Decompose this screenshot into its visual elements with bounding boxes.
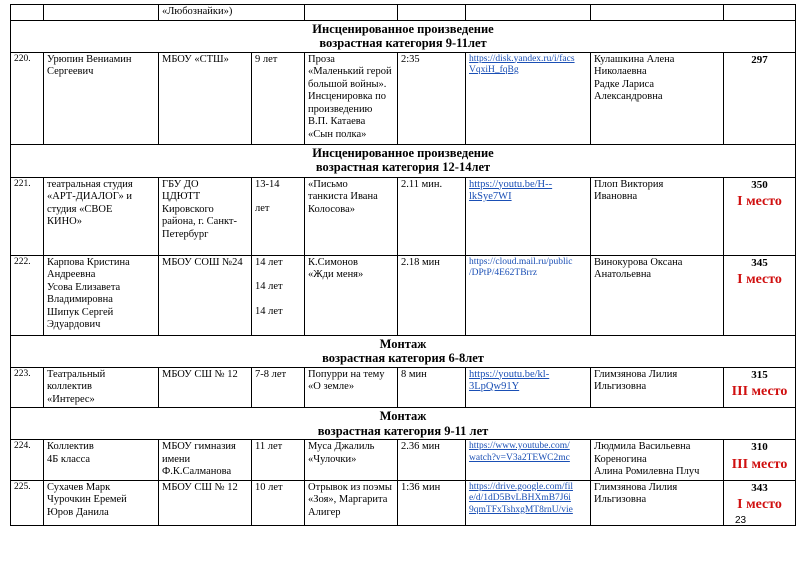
place-award: I место xyxy=(737,497,782,512)
duration: 2.36 мин xyxy=(398,440,466,481)
text-line: Александровна xyxy=(594,91,663,102)
participant-age xyxy=(252,440,305,481)
teacher-name xyxy=(591,255,724,335)
text-line: района, г. Санкт- xyxy=(162,216,238,227)
organization xyxy=(159,52,252,144)
text-line: Сухачев Марк xyxy=(47,481,111,493)
text-line: Алина Ромилевна Плуч xyxy=(594,466,700,477)
text-line: 4Б класса xyxy=(47,453,91,465)
text-line: театральная студия xyxy=(47,178,133,190)
score-value: 310 xyxy=(751,441,768,453)
text-line: Муса Джалиль xyxy=(308,441,375,452)
age-line: 11 лет xyxy=(255,441,283,452)
text-line: В.П. Катаева xyxy=(308,116,366,127)
text-line: VqxiH_fqBg xyxy=(469,65,519,75)
participant-age xyxy=(252,367,305,408)
text-line: «Маленький герой xyxy=(308,66,392,77)
score-cell xyxy=(724,367,796,408)
organization xyxy=(159,367,252,408)
participant-age xyxy=(252,177,305,255)
text-line: https://drive.google.com/fil xyxy=(469,481,573,492)
text-line: https://disk.yandex.ru/i/facs xyxy=(469,53,575,64)
table-row xyxy=(11,52,796,144)
place-award: I место xyxy=(737,272,782,287)
text-line: МБОУ гимназия xyxy=(162,441,236,452)
duration: 1:36 мин xyxy=(398,480,466,525)
text-line: Плоп Виктория xyxy=(594,178,664,190)
text-line: имени xyxy=(162,453,191,465)
participant-name xyxy=(44,52,159,144)
duration: 8 мин xyxy=(398,367,466,408)
text-line: произведению xyxy=(308,103,373,115)
text-line: Ильгизовна xyxy=(594,494,647,505)
text-line: Коллектив xyxy=(47,441,94,452)
text-line: Шипук Сергей xyxy=(47,306,114,318)
participant-name xyxy=(44,367,159,408)
text-line: Андреевна xyxy=(47,269,96,280)
text-line: Глимзянова Лилия xyxy=(594,481,678,493)
row-number: 225. xyxy=(11,480,44,525)
text-line: Радке Лариса xyxy=(594,78,655,90)
text-line: «АРТ-ДИАЛОГ» и xyxy=(47,191,133,202)
table-row xyxy=(11,177,796,255)
place-award: III место xyxy=(731,384,788,399)
text-line: танкиста Ивана xyxy=(308,191,378,202)
text-line: «Письмо xyxy=(308,178,348,190)
text-line: Чурочкин Еремей xyxy=(47,494,127,505)
continued-text: «Любознайки») xyxy=(159,5,305,21)
work-title xyxy=(305,367,398,408)
text-line: 3LpQw91Y xyxy=(469,381,520,392)
duration: 2.18 мин xyxy=(398,255,466,335)
text-line: ГБУ ДО xyxy=(162,178,199,190)
text-line: Винокурова Оксана xyxy=(594,256,683,268)
table-row xyxy=(11,367,796,408)
age-line: 14 лет xyxy=(255,281,283,292)
score-value: 345 xyxy=(751,256,768,269)
text-line: https://youtu.be/kl- xyxy=(469,368,550,380)
teacher-name xyxy=(591,177,724,255)
text-line: Кореногина xyxy=(594,453,647,465)
age-line: лет xyxy=(255,203,270,214)
work-title xyxy=(305,440,398,481)
text-line: студия «СВОЕ xyxy=(47,203,113,215)
text-line: К.Симонов xyxy=(308,256,358,268)
place-award: III место xyxy=(731,456,788,472)
text-line: Колосова» xyxy=(308,203,355,215)
table-row xyxy=(11,5,796,21)
video-link[interactable] xyxy=(466,52,591,144)
work-title xyxy=(305,177,398,255)
score-cell xyxy=(724,440,796,481)
text-line: Людмила Васильевна xyxy=(594,441,691,452)
age-line: 10 лет xyxy=(255,481,283,493)
participant-age xyxy=(252,480,305,525)
text-line: Усова Елизавета xyxy=(47,281,121,293)
text-line: МБОУ СОШ №24 xyxy=(162,256,243,268)
text-line: Театральный xyxy=(47,368,106,380)
text-line: Кировского xyxy=(162,203,214,215)
text-line: «Жди меня» xyxy=(308,269,364,280)
section-header xyxy=(11,335,796,367)
participant-name xyxy=(44,440,159,481)
teacher-name xyxy=(591,440,724,481)
text-line: Инсценировка по xyxy=(308,91,386,102)
organization xyxy=(159,480,252,525)
text-line: https://youtu.be/H-- xyxy=(469,178,553,190)
text-line: Сергеевич xyxy=(47,66,94,77)
video-link[interactable] xyxy=(466,367,591,408)
organization xyxy=(159,440,252,481)
row-number: 221. xyxy=(11,177,44,255)
work-title xyxy=(305,480,398,525)
text-line: https://www.youtube.com/ xyxy=(469,441,570,451)
age-line: 13-14 xyxy=(255,178,280,190)
text-line: Отрывок из поэмы xyxy=(308,481,392,493)
text-line: Алигер xyxy=(308,506,341,518)
text-line: 9qmTFxTshxgMT8rnU/vie xyxy=(469,504,573,515)
video-link[interactable] xyxy=(466,480,591,525)
text-line: https://cloud.mail.ru/public xyxy=(469,256,573,267)
text-line: Ивановна xyxy=(594,191,638,202)
duration: 2.11 мин. xyxy=(398,177,466,255)
video-link[interactable] xyxy=(466,440,591,481)
page-number: 23 xyxy=(735,515,747,526)
section-age-category: возрастная категория 9-11 лет xyxy=(317,423,489,438)
text-line: Эдуардович xyxy=(47,319,101,330)
text-line: Петербург xyxy=(162,228,209,240)
text-line: Анатольевна xyxy=(594,269,652,280)
section-header xyxy=(11,408,796,440)
text-line: ЦДЮТТ xyxy=(162,191,201,202)
organization xyxy=(159,255,252,335)
text-line: e/d/1dD5BvLBHXmB7J6i xyxy=(469,493,571,503)
text-line: Ф.К.Салманова xyxy=(162,466,232,477)
text-line: «Сын полка» xyxy=(308,128,367,140)
text-line: «Чулочки» xyxy=(308,453,357,465)
text-line: Николаевна xyxy=(594,66,647,77)
score-value: 297 xyxy=(751,53,768,66)
participant-name xyxy=(44,177,159,255)
teacher-name xyxy=(591,480,724,525)
section-title: Инсценированное произведение xyxy=(312,145,494,160)
participant-age xyxy=(252,255,305,335)
row-number: 220. xyxy=(11,52,44,144)
text-line: Урюпин Вениамин xyxy=(47,53,132,65)
text-line: Глимзянова Лилия xyxy=(594,368,678,380)
text-line: Карпова Кристина xyxy=(47,256,130,268)
place-award: I место xyxy=(737,194,782,209)
work-title xyxy=(305,255,398,335)
section-header xyxy=(11,20,796,52)
video-link[interactable] xyxy=(466,255,591,335)
text-line: МБОУ СШ № 12 xyxy=(162,481,238,493)
text-line: КИНО» xyxy=(47,216,83,227)
section-title: Монтаж xyxy=(379,336,427,351)
section-age-category: возрастная категория 9-11лет xyxy=(319,36,487,50)
participant-name xyxy=(44,480,159,525)
row-number: 224. xyxy=(11,440,44,481)
text-line: «Зоя», Маргарита xyxy=(308,494,388,505)
text-line: большой войны». xyxy=(308,78,387,90)
section-age-category: возрастная категория 6-8лет xyxy=(322,351,484,365)
age-line: 7-8 лет xyxy=(255,368,287,380)
score-cell xyxy=(724,52,796,144)
text-line: «Интерес» xyxy=(47,393,95,405)
teacher-name xyxy=(591,52,724,144)
age-line: 9 лет xyxy=(255,53,278,65)
text-line: Кулашкина Алена xyxy=(594,53,675,65)
section-title: Инсценированное произведение xyxy=(312,21,494,36)
text-line: МБОУ СШ № 12 xyxy=(162,368,238,380)
video-link[interactable] xyxy=(466,177,591,255)
score-cell xyxy=(724,177,796,255)
text-line: /DPtP/4E62TBrrz xyxy=(469,268,538,278)
table-row xyxy=(11,480,796,525)
text-line: Проза xyxy=(308,53,335,65)
text-line: Юров Данила xyxy=(47,506,109,518)
results-table xyxy=(10,4,796,526)
text-line: «О земле» xyxy=(308,381,355,392)
age-line: 14 лет xyxy=(255,305,283,317)
organization xyxy=(159,177,252,255)
text-line: МБОУ «СТШ» xyxy=(162,53,229,65)
text-line: коллектив xyxy=(47,381,92,392)
work-title xyxy=(305,52,398,144)
teacher-name xyxy=(591,367,724,408)
text-line: Попурри на тему xyxy=(308,368,385,380)
section-age-category: возрастная категория 12-14лет xyxy=(315,160,491,174)
score-value: 343 xyxy=(751,481,768,494)
section-title: Монтаж xyxy=(379,409,427,423)
text-line: Ильгизовна xyxy=(594,381,647,392)
table-row xyxy=(11,440,796,481)
table-row xyxy=(11,255,796,335)
participant-age xyxy=(252,52,305,144)
row-number: 223. xyxy=(11,367,44,408)
score-value: 350 xyxy=(751,178,768,191)
text-line: watch?v=V3a2TEWC2mc xyxy=(469,452,570,463)
score-cell xyxy=(724,255,796,335)
text-line: lkSye7WI xyxy=(469,191,512,202)
section-header xyxy=(11,144,796,177)
row-number: 222. xyxy=(11,255,44,335)
age-line: 14 лет xyxy=(255,256,283,268)
text-line: Владимировна xyxy=(47,294,113,305)
duration: 2:35 xyxy=(398,52,466,144)
participant-name xyxy=(44,255,159,335)
score-value: 315 xyxy=(751,368,768,381)
